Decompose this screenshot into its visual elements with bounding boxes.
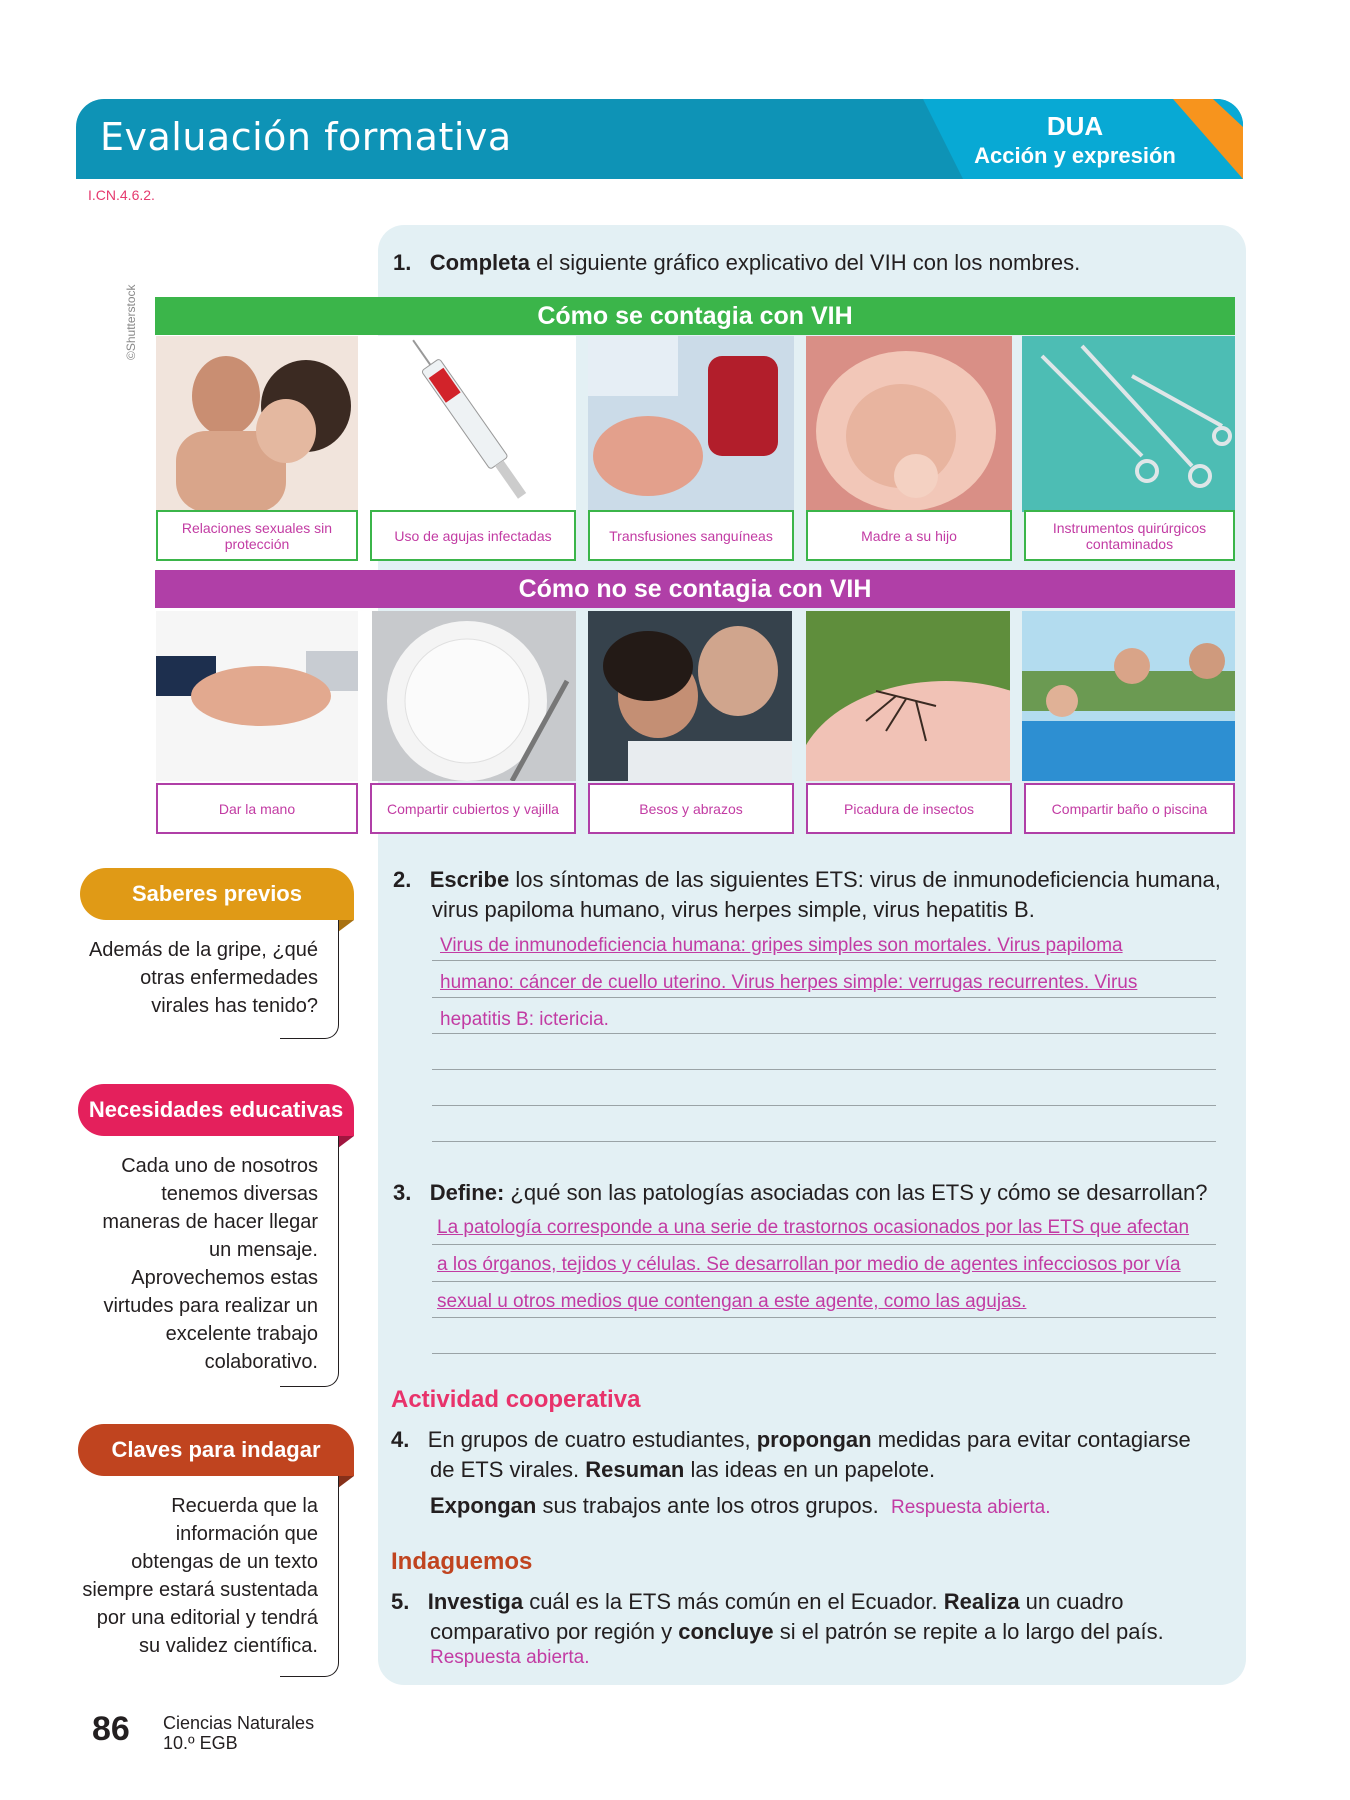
- label-transfusiones: Transfusiones sanguíneas: [588, 510, 794, 561]
- question-2-line2: virus papiloma humano, virus herpes simple, virus hepatitis B.: [432, 897, 1035, 922]
- q2-answer-line-2: humano: cáncer de cuello uterino. Virus herpes simple: verrugas recurrentes. Virus: [440, 972, 1138, 993]
- answer-rule: [432, 1069, 1216, 1070]
- answer-rule: [432, 1317, 1216, 1318]
- photo-transfusion: [588, 336, 794, 512]
- label-madre: Madre a su hijo: [806, 510, 1012, 561]
- indicator-code: I.CN.4.6.2.: [88, 187, 155, 203]
- answer-rule: [432, 1033, 1216, 1034]
- answer-rule: [432, 960, 1216, 961]
- question-5: 5. Investiga cuál es la ETS más común en el Ecuador. Realiza un cuadro: [391, 1589, 1124, 1614]
- dua-title: DUA: [1046, 111, 1104, 141]
- q3-answer-line-2: a los órganos, tejidos y células. Se desarrollan por medio de agentes infecciosos por vía: [437, 1254, 1181, 1275]
- label-cubiertos: Compartir cubiertos y vajilla: [370, 783, 576, 834]
- label-piscina: Compartir baño o piscina: [1024, 783, 1235, 834]
- tab-fold: [338, 1476, 354, 1488]
- saberes-previos-text: Además de la gripe, ¿qué otras enfermedades virales has tenido?: [88, 939, 318, 1017]
- q2-answer-line-1: Virus de inmunodeficiencia humana: gripes simples son mortales. Virus papiloma: [440, 935, 1123, 956]
- label-agujas: Uso de agujas infectadas: [370, 510, 576, 561]
- answer-rule: [432, 1141, 1216, 1142]
- question-2: 2. Escribe los síntomas de las siguientes ETS: virus de inmunodeficiencia humana,: [393, 867, 1221, 892]
- necesidades-educativas-tab: Necesidades educativas: [78, 1084, 354, 1136]
- necesidades-educativas-text: Cada uno de nosotros tenemos diversas maneras de hacer llegar un mensaje. Aprovechemos estas virtudes para realizar un excelente trabajo colaborativo.: [102, 1155, 318, 1373]
- label-relaciones: Relaciones sexuales sin protección: [156, 510, 358, 561]
- page-number: 86: [92, 1710, 130, 1748]
- indaguemos-heading: Indaguemos: [391, 1548, 533, 1575]
- photo-mosquito: [806, 611, 1010, 781]
- answer-rule: [432, 1281, 1216, 1282]
- answer-rule: [432, 1244, 1216, 1245]
- label-besos: Besos y abrazos: [588, 783, 794, 834]
- tab-fold: [338, 1136, 354, 1148]
- photo-fetus: [806, 336, 1012, 512]
- band-no-contagia: Cómo no se contagia con VIH: [155, 570, 1235, 608]
- tab-fold: [338, 920, 354, 932]
- question-4-line3: Expongan sus trabajos ante los otros grupos. Respuesta abierta.: [430, 1493, 1051, 1518]
- photo-credit: ©Shutterstock: [124, 284, 138, 360]
- footer-subject: Ciencias Naturales 10.º EGB: [163, 1713, 315, 1753]
- q4-answer: Respuesta abierta.: [891, 1497, 1051, 1518]
- answer-rule: [432, 1353, 1216, 1354]
- question-5-line2: comparativo por región y concluye si el patrón se repite a lo largo del país.: [430, 1619, 1164, 1644]
- label-instrumentos: Instrumentos quirúrgicos contaminados: [1024, 510, 1235, 561]
- question-4: 4. En grupos de cuatro estudiantes, propongan medidas para evitar contagiarse: [391, 1427, 1191, 1452]
- question-4-line2: de ETS virales. Resuman las ideas en un papelote.: [430, 1457, 936, 1482]
- photo-pool: [1022, 611, 1235, 781]
- photo-handshake: [156, 611, 358, 781]
- saberes-previos-tab: Saberes previos: [80, 868, 354, 920]
- band-contagia: Cómo se contagia con VIH: [155, 297, 1235, 335]
- claves-para-indagar-text: Recuerda que la información que obtengas de un texto siempre estará sustentada por una editorial y tendrá su validez científica.: [82, 1495, 318, 1657]
- label-dar-mano: Dar la mano: [156, 783, 358, 834]
- photo-couple: [156, 336, 358, 512]
- answer-rule: [432, 1105, 1216, 1106]
- photo-hug: [588, 611, 792, 781]
- question-3: 3. Define: ¿qué son las patologías asociadas con las ETS y cómo se desarrollan?: [393, 1180, 1208, 1205]
- photo-instruments: [1022, 336, 1235, 512]
- cooperative-heading: Actividad cooperativa: [391, 1386, 641, 1413]
- q2-answer-line-3: hepatitis B: ictericia.: [440, 1009, 609, 1030]
- q3-answer-line-3: sexual u otros medios que contengan a este agente, como las agujas.: [437, 1291, 1027, 1312]
- photo-plate: [372, 611, 576, 781]
- page-title: Evaluación formativa: [100, 115, 512, 159]
- q5-answer: Respuesta abierta.: [430, 1647, 590, 1668]
- q3-answer-line-1: La patología corresponde a una serie de trastornos ocasionados por las ETS que afectan: [437, 1217, 1190, 1238]
- claves-para-indagar-tab: Claves para indagar: [78, 1424, 354, 1476]
- dua-subtitle: Acción y expresión: [974, 143, 1176, 168]
- answer-rule: [432, 997, 1216, 998]
- label-picadura: Picadura de insectos: [806, 783, 1012, 834]
- photo-syringe: [370, 336, 576, 512]
- question-1: 1. Completa el siguiente gráfico explicativo del VIH con los nombres.: [393, 250, 1081, 275]
